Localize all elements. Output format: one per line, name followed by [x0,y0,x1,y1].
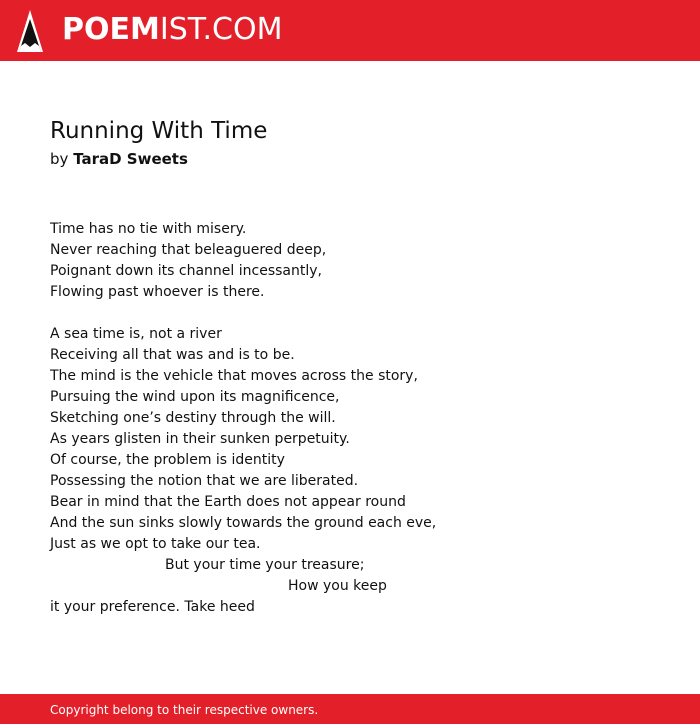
poem-line: Just as we opt to take our tea. [50,536,261,552]
poem-line: Bear in mind that the Earth does not appear round [50,494,406,510]
poem-line: Pursuing the wind upon its magnificence, [50,389,340,405]
poem-line: Flowing past whoever is there. [50,284,265,300]
poem-line: Possessing the notion that we are liberated. [50,473,359,489]
author-name[interactable]: TaraD Sweets [73,150,188,168]
by-label: by [50,150,69,168]
poem-line: Never reaching that beleaguered deep, [50,242,327,258]
poem-line: Sketching one’s destiny through the will. [50,410,336,426]
poem-line: Of course, the problem is identity [50,452,285,468]
pencil-icon[interactable] [17,10,43,52]
poem-line: The mind is the vehicle that moves across the story, [50,368,418,384]
poem-line-indented: How you keep [288,578,387,594]
poem-title: Running With Time [50,118,268,144]
stanza-break [50,303,650,324]
poem-line: Receiving all that was and is to be. [50,347,295,363]
copyright-text: Copyright belong to their respective owners. [50,703,319,717]
logo-bold-text: POEM [62,12,160,47]
site-logo[interactable] [62,11,282,49]
poem-line: And the sun sinks slowly towards the ground each eve, [50,515,437,531]
site-footer [0,694,700,724]
poem-line: Poignant down its channel incessantly, [50,263,322,279]
logo-light-text: IST.COM [159,12,283,47]
poem-line: Time has no tie with misery. [50,221,247,237]
poem-line: As years glisten in their sunken perpetuity. [50,431,350,447]
poem-line-indented: But your time your treasure; [165,557,365,573]
poem-body [50,219,650,618]
byline [50,149,188,169]
site-header [0,0,700,61]
poem-line: A sea time is, not a river [50,326,222,342]
poem-line: it your preference. Take heed [50,599,255,615]
